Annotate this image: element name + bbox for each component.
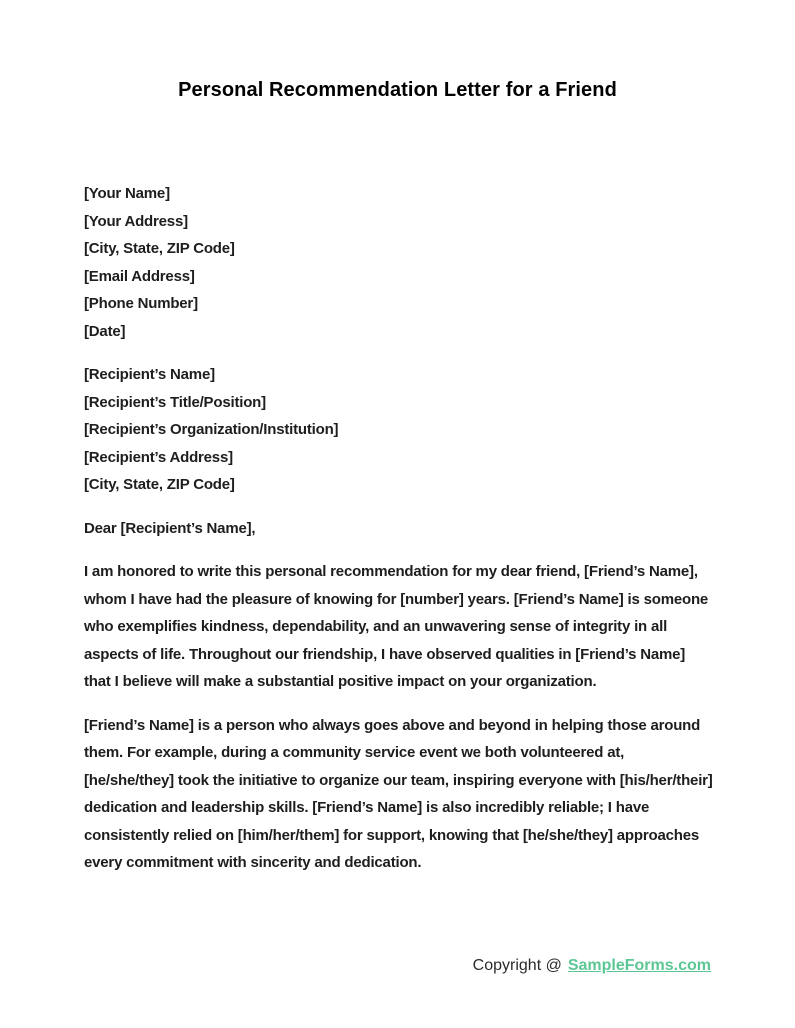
page-title: Personal Recommendation Letter for a Friend (178, 79, 617, 101)
recipient-city-line: [City, State, ZIP Code] (84, 476, 235, 493)
sender-email-line: [Email Address] (84, 267, 195, 285)
paragraph-introduction: I am honored to write this personal recommendation for my dear friend, [Friend’s Name], whom I have had the pleasure of knowing for [number] years. [Friend’s Name] is someone who exemplifies kindness, dependability, and an unwavering sense of integrity in all aspects of life. Throughout our friendship, I have observed qualities in [Friend’s Name] that I believe will make a substantial positive impact on your organization. (84, 563, 709, 690)
recipient-title-line: [Recipient’s Title/Position] (84, 393, 266, 411)
sender-city-line: [City, State, ZIP Code] (84, 240, 235, 257)
recipient-block (84, 361, 714, 499)
sender-block (84, 180, 714, 345)
paragraph-example: [Friend’s Name] is a person who always goes above and beyond in helping those around them. For example, during a community service event we both volunteered at, [he/she/they] took the initiative to organize our team, inspiring everyone with [his/her/their] dedication and leadership skills. [Friend’s Name] is also incredibly reliable; I have consistently relied on [him/her/them] for support, knowing that [he/she/they] approaches every commitment with sincerity and dedication. (84, 716, 713, 871)
sender-date-line: [Date] (84, 322, 126, 340)
recipient-organization-line: [Recipient’s Organization/Institution] (84, 421, 339, 438)
letter-body (84, 180, 714, 877)
recipient-address-line: [Recipient’s Address] (84, 448, 233, 466)
copyright-text: Copyright @ (472, 957, 562, 974)
sender-name-line: [Your Name] (84, 185, 170, 202)
sender-address-line: [Your Address] (84, 212, 188, 230)
sampleforms-link[interactable]: SampleForms.com (567, 957, 711, 974)
salutation: Dear [Recipient’s Name], (84, 519, 256, 537)
recipient-name-line: [Recipient’s Name] (84, 366, 215, 383)
footer (473, 955, 711, 977)
sender-phone-line: [Phone Number] (84, 295, 198, 312)
